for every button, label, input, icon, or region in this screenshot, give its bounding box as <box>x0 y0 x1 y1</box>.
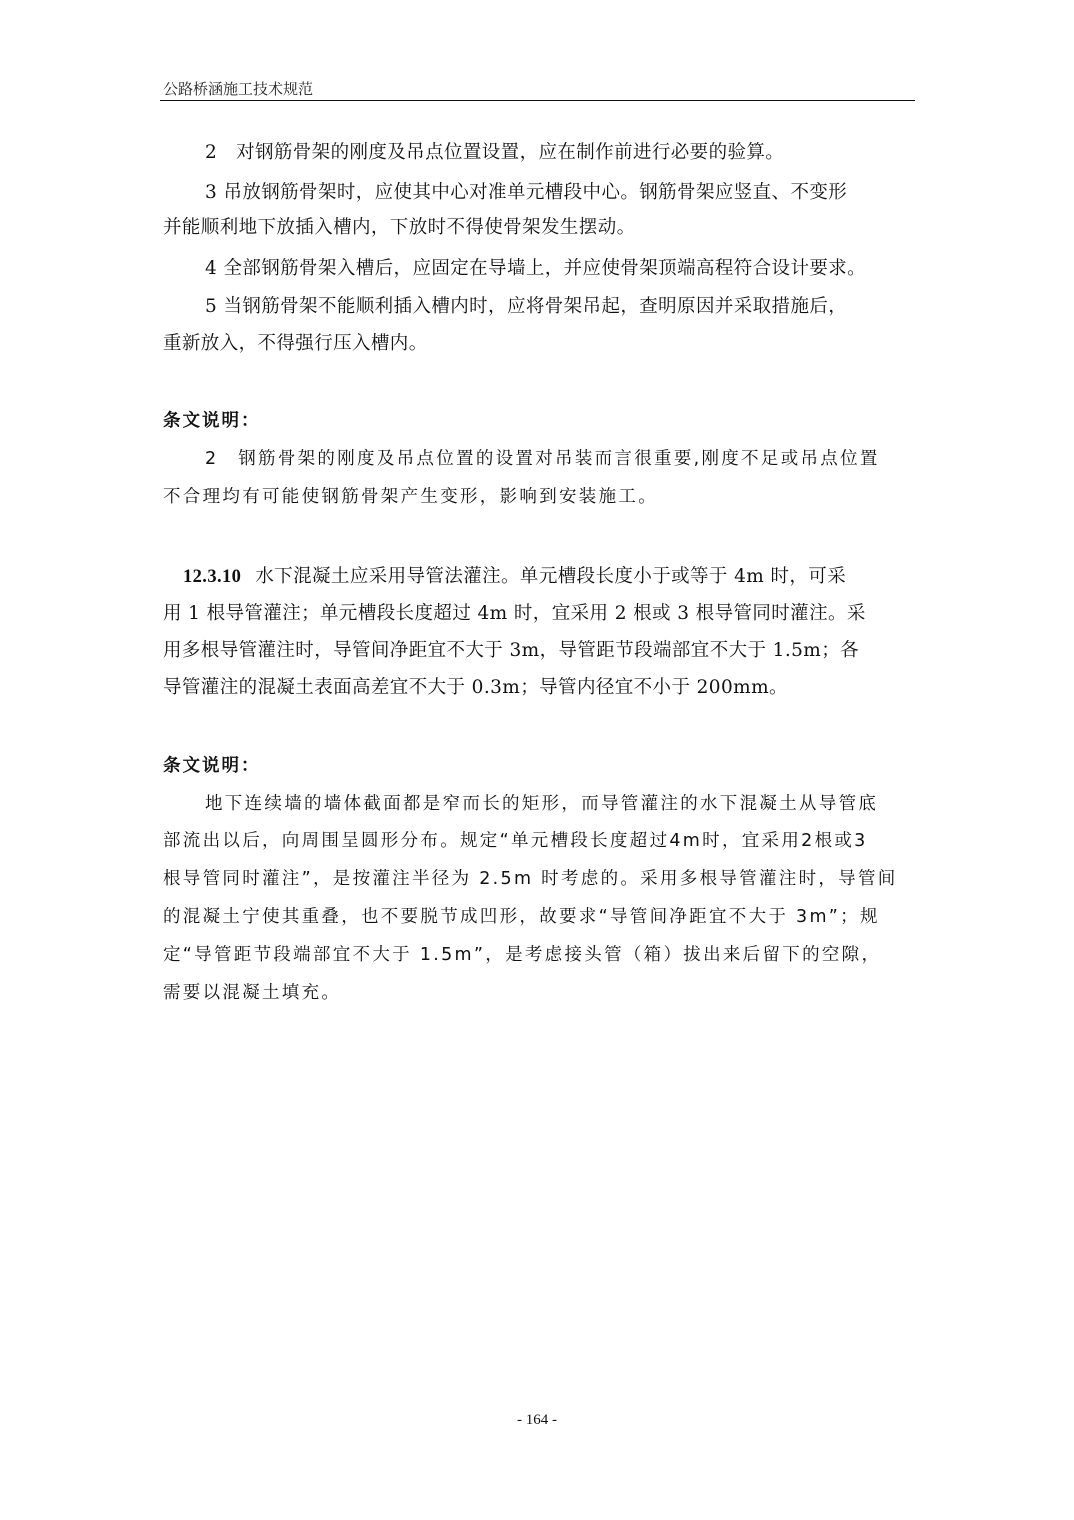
item-2: 2 对钢筋骨架的刚度及吊点位置设置，应在制作前进行必要的验算。 <box>205 142 785 163</box>
item-4: 4 全部钢筋骨架入槽后，应固定在导墙上，并应使骨架顶端高程符合设计要求。 <box>205 258 867 279</box>
explanation-heading: 条文说明： <box>163 411 261 431</box>
clause-line: 用 1 根导管灌注；单元槽段长度超过 4m 时，宜采用 2 根或 3 根导管同时灌注。采 <box>163 603 866 624</box>
explanation-line: 需要以混凝土填充。 <box>163 983 342 1003</box>
clause-number: 12.3.10 <box>183 567 242 587</box>
clause-line: 用多根导管灌注时，导管间净距宜不大于 3m，导管距节段端部宜不大于 1.5m；各 <box>163 640 860 661</box>
explanation-line: 部流出以后，向周围呈圆形分布。规定“单元槽段长度超过4m时，宜采用2根或3 <box>163 831 868 851</box>
explanation-line: 定“导管距节段端部宜不大于 1.5m”，是考虑接头管（箱）拔出来后留下的空隙， <box>163 945 882 965</box>
document-title: 公路桥涵施工技术规范 <box>163 80 314 98</box>
header-divider <box>160 100 915 101</box>
explanation-line: 地下连续墙的墙体截面都是窄而长的矩形，而导管灌注的水下混凝土从导管底 <box>205 794 879 814</box>
clause-line: 导管灌注的混凝土表面高差宜不大于 0.3m；导管内径宜不小于 200mm。 <box>163 677 788 698</box>
explanation-line: 根导管同时灌注”，是按灌注半径为 2.5m 时考虑的。采用多根导管灌注时，导管间 <box>163 869 898 889</box>
clause-line: 水下混凝土应采用导管法灌注。单元槽段长度小于或等于 4m 时，可采 <box>255 566 847 587</box>
item-5-line2: 重新放入，不得强行压入槽内。 <box>163 333 428 354</box>
explanation-heading: 条文说明： <box>163 756 261 776</box>
explanation-line: 2 钢筋骨架的刚度及吊点位置的设置对吊装而言很重要,刚度不足或吊点位置 <box>205 449 880 469</box>
page-number: - 164 - <box>517 1412 557 1428</box>
item-3-line2: 并能顺利地下放插入槽内，下放时不得使骨架发生摆动。 <box>163 217 636 238</box>
item-3-line1: 3 吊放钢筋骨架时，应使其中心对准单元槽段中心。钢筋骨架应竖直、不变形 <box>205 182 848 203</box>
explanation-line: 的混凝土宁使其重叠，也不要脱节成凹形，故要求“导管间净距宜不大于 3m”；规 <box>163 907 880 927</box>
item-5-line1: 5 当钢筋骨架不能顺利插入槽内时，应将骨架吊起，查明原因并采取措施后， <box>205 296 848 317</box>
explanation-line: 不合理均有可能使钢筋骨架产生变形，影响到安装施工。 <box>163 487 658 507</box>
